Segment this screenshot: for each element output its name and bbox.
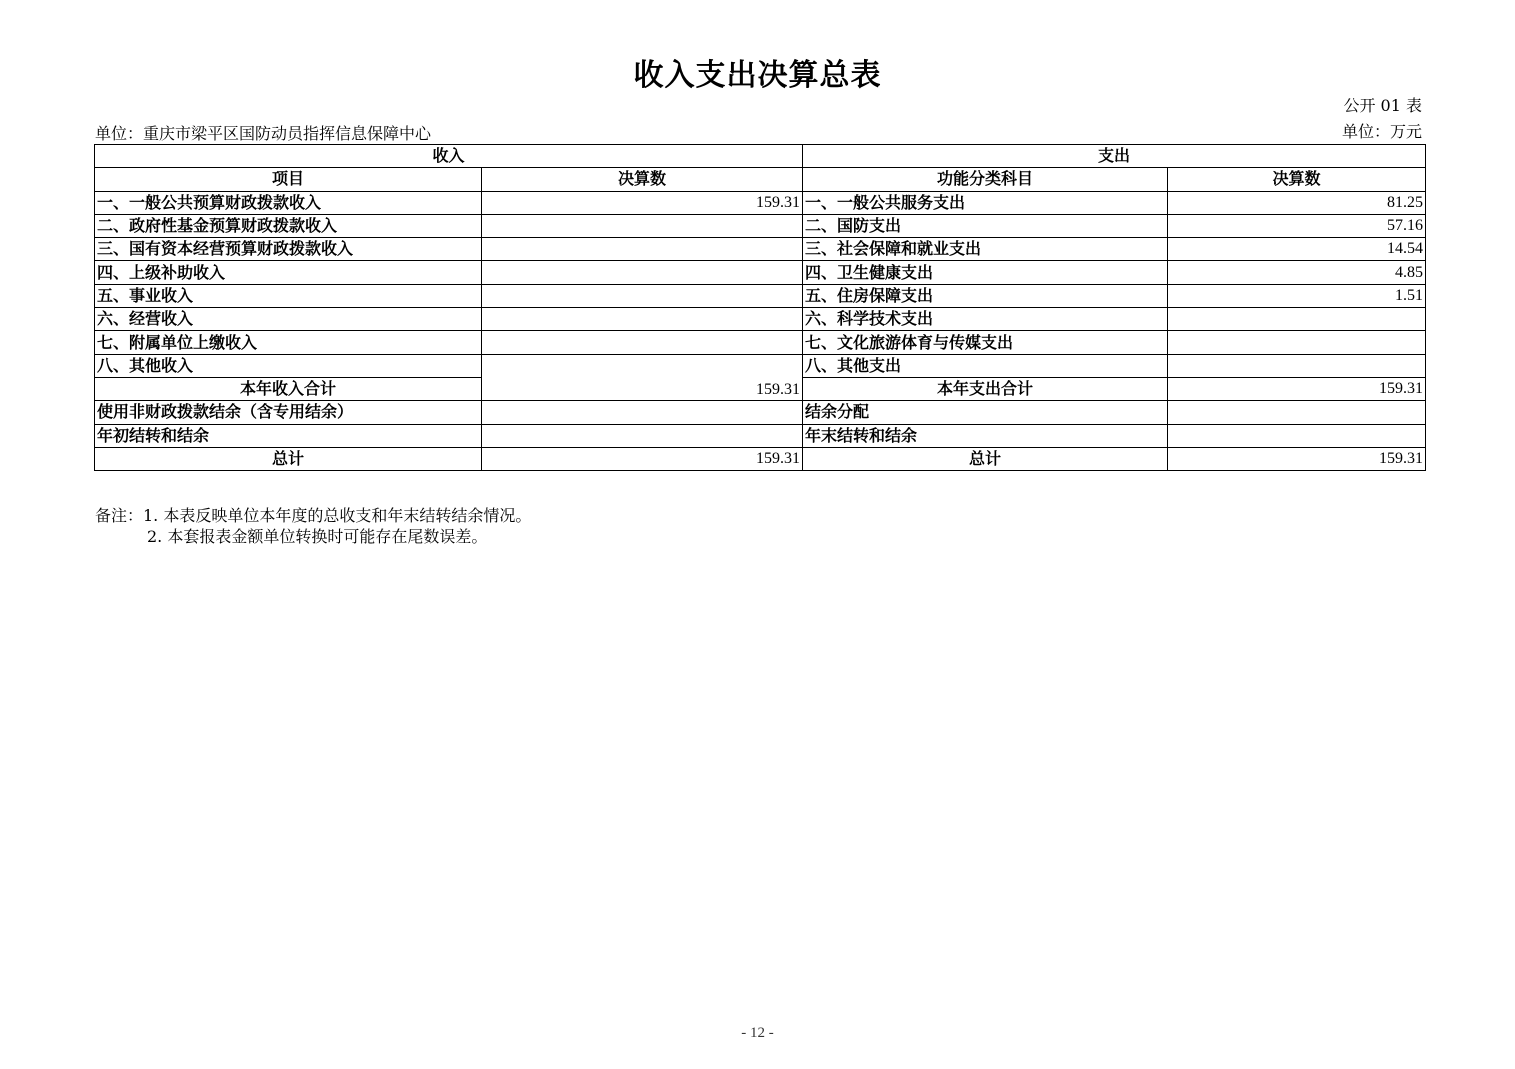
column-header-item: 项目: [95, 168, 482, 191]
income-value: [482, 308, 803, 331]
income-item: 二、政府性基金预算财政拨款收入: [95, 214, 482, 237]
income-item: 四、上级补助收入: [95, 261, 482, 284]
column-header-income-amount: 决算数: [482, 168, 803, 191]
table-row: [95, 308, 1426, 331]
note-line-1: 备注：1. 本表反映单位本年度的总收支和年末结转结余情况。: [95, 506, 532, 525]
income-item: 年初结转和结余: [95, 424, 482, 447]
income-year-total-value: 159.31: [482, 354, 803, 401]
income-item: 六、经营收入: [95, 308, 482, 331]
income-item: 八、其他收入: [95, 354, 482, 377]
notes: [95, 505, 531, 547]
expense-value: [1168, 308, 1426, 331]
income-value: [482, 261, 803, 284]
table-row: [95, 191, 1426, 214]
income-item: 七、附属单位上缴收入: [95, 331, 482, 354]
expense-item: 二、国防支出: [803, 214, 1168, 237]
expense-item: 三、社会保障和就业支出: [803, 238, 1168, 261]
income-item: 使用非财政拨款结余（含专用结余）: [95, 401, 482, 424]
income-grand-total-label: 总计: [95, 447, 482, 470]
expense-value: 57.16: [1168, 214, 1426, 237]
income-item: 一、一般公共预算财政拨款收入: [95, 191, 482, 214]
header-row-columns: [95, 168, 1426, 191]
expense-item: 结余分配: [803, 401, 1168, 424]
page-number: - 12 -: [741, 1025, 774, 1041]
expense-section-header: 支出: [803, 145, 1426, 168]
column-header-function: 功能分类科目: [803, 168, 1168, 191]
expense-item: 五、住房保障支出: [803, 284, 1168, 307]
expense-item: 一、一般公共服务支出: [803, 191, 1168, 214]
expense-value: [1168, 354, 1426, 377]
table-row: [95, 331, 1426, 354]
note-line-2: 2. 本套报表金额单位转换时可能存在尾数误差。: [147, 527, 488, 546]
column-header-expense-amount: 决算数: [1168, 168, 1426, 191]
income-year-total-label: 本年收入合计: [95, 377, 482, 400]
income-value: [482, 424, 803, 447]
income-item: 五、事业收入: [95, 284, 482, 307]
expense-grand-total-value: 159.31: [1168, 447, 1426, 470]
page-title: 收入支出决算总表: [633, 58, 882, 93]
expense-value: 4.85: [1168, 261, 1426, 284]
expense-value: 14.54: [1168, 238, 1426, 261]
expense-item: 年末结转和结余: [803, 424, 1168, 447]
expense-value: [1168, 401, 1426, 424]
expense-item: 七、文化旅游体育与传媒支出: [803, 331, 1168, 354]
income-value: [482, 284, 803, 307]
table-row: [95, 401, 1426, 424]
table-row: [95, 261, 1426, 284]
expense-year-total-value: 159.31: [1168, 377, 1426, 400]
income-expense-table: [94, 144, 1426, 471]
expense-value: [1168, 331, 1426, 354]
income-item: 三、国有资本经营预算财政拨款收入: [95, 238, 482, 261]
table-row: [95, 284, 1426, 307]
expense-item: 六、科学技术支出: [803, 308, 1168, 331]
table-row: [95, 424, 1426, 447]
income-value: [482, 238, 803, 261]
income-section-header: 收入: [95, 145, 803, 168]
table-row: [95, 354, 1426, 377]
unit-organization: 单位：重庆市梁平区国防动员指挥信息保障中心: [95, 124, 432, 143]
expense-item: 四、卫生健康支出: [803, 261, 1168, 284]
income-value: [482, 331, 803, 354]
expense-value: 1.51: [1168, 284, 1426, 307]
grand-total-row: [95, 447, 1426, 470]
income-value: [482, 401, 803, 424]
expense-value: [1168, 424, 1426, 447]
income-value: [482, 214, 803, 237]
expense-value: 81.25: [1168, 191, 1426, 214]
form-number: 公开 01 表: [1343, 96, 1422, 115]
expense-item: 八、其他支出: [803, 354, 1168, 377]
table-row: [95, 238, 1426, 261]
unit-currency: 单位：万元: [1341, 122, 1422, 141]
table-row: [95, 214, 1426, 237]
income-value: 159.31: [482, 191, 803, 214]
income-grand-total-value: 159.31: [482, 447, 803, 470]
expense-grand-total-label: 总计: [803, 447, 1168, 470]
header-row-sections: [95, 145, 1426, 168]
expense-year-total-label: 本年支出合计: [803, 377, 1168, 400]
